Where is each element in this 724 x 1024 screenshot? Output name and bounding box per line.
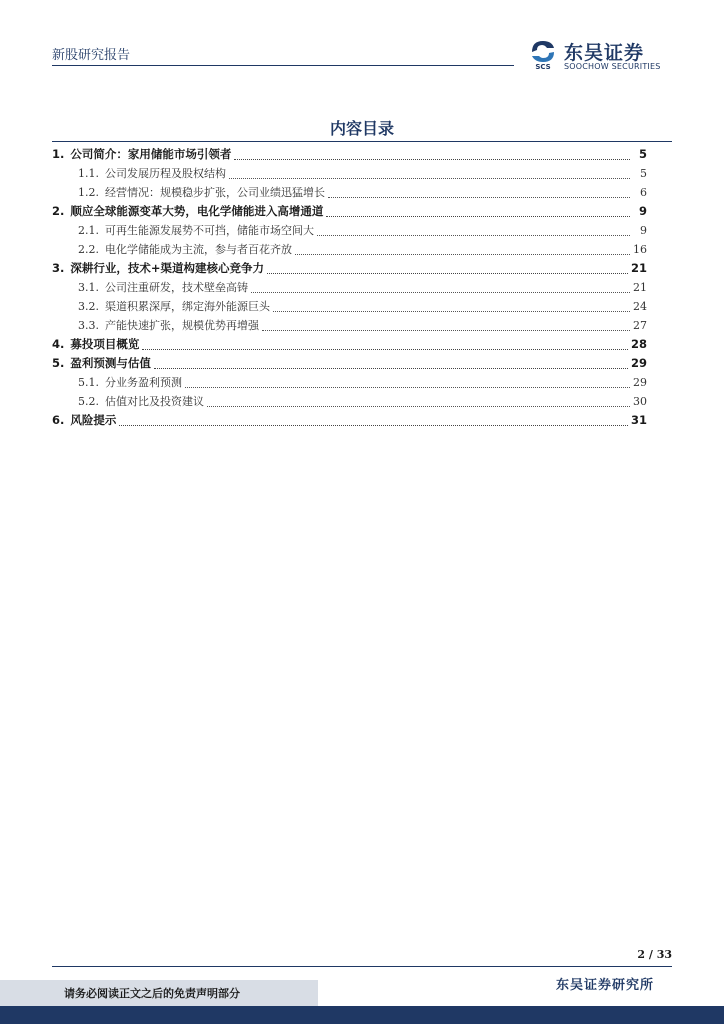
toc-entry-page: 9: [640, 224, 647, 237]
toc-dot-leader: [154, 358, 628, 369]
toc-entry[interactable]: [52, 259, 647, 278]
toc-entry-title: 深耕行业，技术+渠道构建核心竞争力: [70, 261, 265, 275]
page-number: 2 / 33: [637, 948, 672, 961]
toc-entry-title: 盈利预测与估值: [70, 356, 151, 370]
logo-name-cn: 东吴证券: [564, 42, 645, 64]
toc-entry-page: 21: [633, 281, 647, 294]
toc-entry[interactable]: [52, 145, 647, 164]
toc-entry-page: 9: [638, 204, 647, 218]
toc-entry[interactable]: [52, 278, 647, 297]
footer-rule: [52, 966, 672, 967]
toc-entry-title: 渠道积累深厚，绑定海外能源巨头: [105, 300, 270, 313]
header-rule: [52, 65, 514, 66]
toc-entry-page: 29: [633, 376, 647, 389]
toc-entry[interactable]: [52, 297, 647, 316]
toc-dot-leader: [142, 339, 628, 350]
toc-dot-leader: [273, 301, 630, 312]
toc-entry-number: 5.: [52, 356, 65, 370]
toc-entry-page: 16: [633, 243, 647, 256]
report-type-label: 新股研究报告: [52, 48, 131, 63]
toc-entry-title: 经营情况：规模稳步扩张，公司业绩迅猛增长: [105, 186, 325, 199]
footer-band: [0, 1006, 724, 1024]
toc-entry-page: 6: [640, 186, 647, 199]
toc-entry-number: 5.1.: [78, 376, 99, 389]
institute-name: 东吴证券研究所: [555, 978, 654, 993]
table-of-contents: [52, 145, 647, 430]
toc-entry-page: 5: [638, 147, 647, 161]
toc-dot-leader: [229, 168, 630, 179]
toc-entry-number: 2.: [52, 204, 65, 218]
toc-dot-leader: [317, 225, 630, 236]
toc-entry-number: 3.3.: [78, 319, 99, 332]
toc-entry-page: 27: [633, 319, 647, 332]
toc-entry-number: 1.1.: [78, 167, 99, 180]
toc-dot-leader: [251, 282, 630, 293]
logo-mark-icon: [528, 38, 558, 70]
disclaimer-text: 请务必阅读正文之后的免责声明部分: [64, 987, 240, 1000]
toc-entry-page: 29: [630, 356, 647, 370]
toc-entry[interactable]: [52, 373, 647, 392]
toc-entry[interactable]: [52, 221, 647, 240]
toc-entry-title: 电化学储能成为主流，参与者百花齐放: [105, 243, 292, 256]
toc-dot-leader: [234, 149, 630, 160]
toc-dot-leader: [262, 320, 630, 331]
toc-entry-title: 公司简介：家用储能市场引领者: [70, 147, 232, 161]
toc-entry[interactable]: [52, 183, 647, 202]
toc-dot-leader: [267, 263, 628, 274]
toc-entry-title: 顺应全球能源变革大势，电化学储能进入高增通道: [70, 204, 324, 218]
toc-entry-title: 产能快速扩张，规模优势再增强: [105, 319, 259, 332]
toc-entry[interactable]: [52, 316, 647, 335]
logo-name-en: SOOCHOW SECURITIES: [564, 62, 661, 71]
toc-entry-title: 风险提示: [70, 413, 117, 427]
toc-entry-title: 公司发展历程及股权结构: [105, 167, 226, 180]
company-logo: [528, 38, 678, 74]
toc-entry-number: 4.: [52, 337, 65, 351]
toc-entry-number: 3.: [52, 261, 65, 275]
toc-entry[interactable]: [52, 202, 647, 221]
toc-dot-leader: [326, 206, 630, 217]
toc-entry-page: 21: [630, 261, 647, 275]
toc-entry-number: 6.: [52, 413, 65, 427]
toc-dot-leader: [207, 396, 630, 407]
toc-entry[interactable]: [52, 354, 647, 373]
toc-entry-page: 30: [633, 395, 647, 408]
toc-entry-page: 28: [630, 337, 647, 351]
toc-entry-number: 2.2.: [78, 243, 99, 256]
toc-entry[interactable]: [52, 164, 647, 183]
toc-entry-title: 公司注重研发，技术壁垒高铸: [105, 281, 248, 294]
toc-dot-leader: [295, 244, 630, 255]
toc-entry[interactable]: [52, 411, 647, 430]
toc-entry-page: 5: [640, 167, 647, 180]
toc-entry-title: 分业务盈利预测: [105, 376, 182, 389]
toc-entry-title: 募投项目概览: [70, 337, 140, 351]
toc-title: 内容目录: [329, 119, 394, 138]
logo-abbr: SCS: [535, 63, 551, 70]
toc-entry[interactable]: [52, 392, 647, 411]
toc-entry-page: 31: [630, 413, 647, 427]
toc-top-rule: [52, 141, 672, 142]
toc-dot-leader: [328, 187, 630, 198]
toc-entry-title: 可再生能源发展势不可挡，储能市场空间大: [105, 224, 314, 237]
toc-entry-number: 2.1.: [78, 224, 99, 237]
toc-entry-number: 5.2.: [78, 395, 99, 408]
toc-entry-number: 1.: [52, 147, 65, 161]
toc-entry-number: 3.2.: [78, 300, 99, 313]
toc-dot-leader: [119, 415, 628, 426]
toc-entry-title: 估值对比及投资建议: [105, 395, 204, 408]
toc-entry-number: 3.1.: [78, 281, 99, 294]
toc-entry[interactable]: [52, 240, 647, 259]
toc-entry-page: 24: [633, 300, 647, 313]
toc-entry-number: 1.2.: [78, 186, 99, 199]
toc-dot-leader: [185, 377, 630, 388]
toc-entry[interactable]: [52, 335, 647, 354]
